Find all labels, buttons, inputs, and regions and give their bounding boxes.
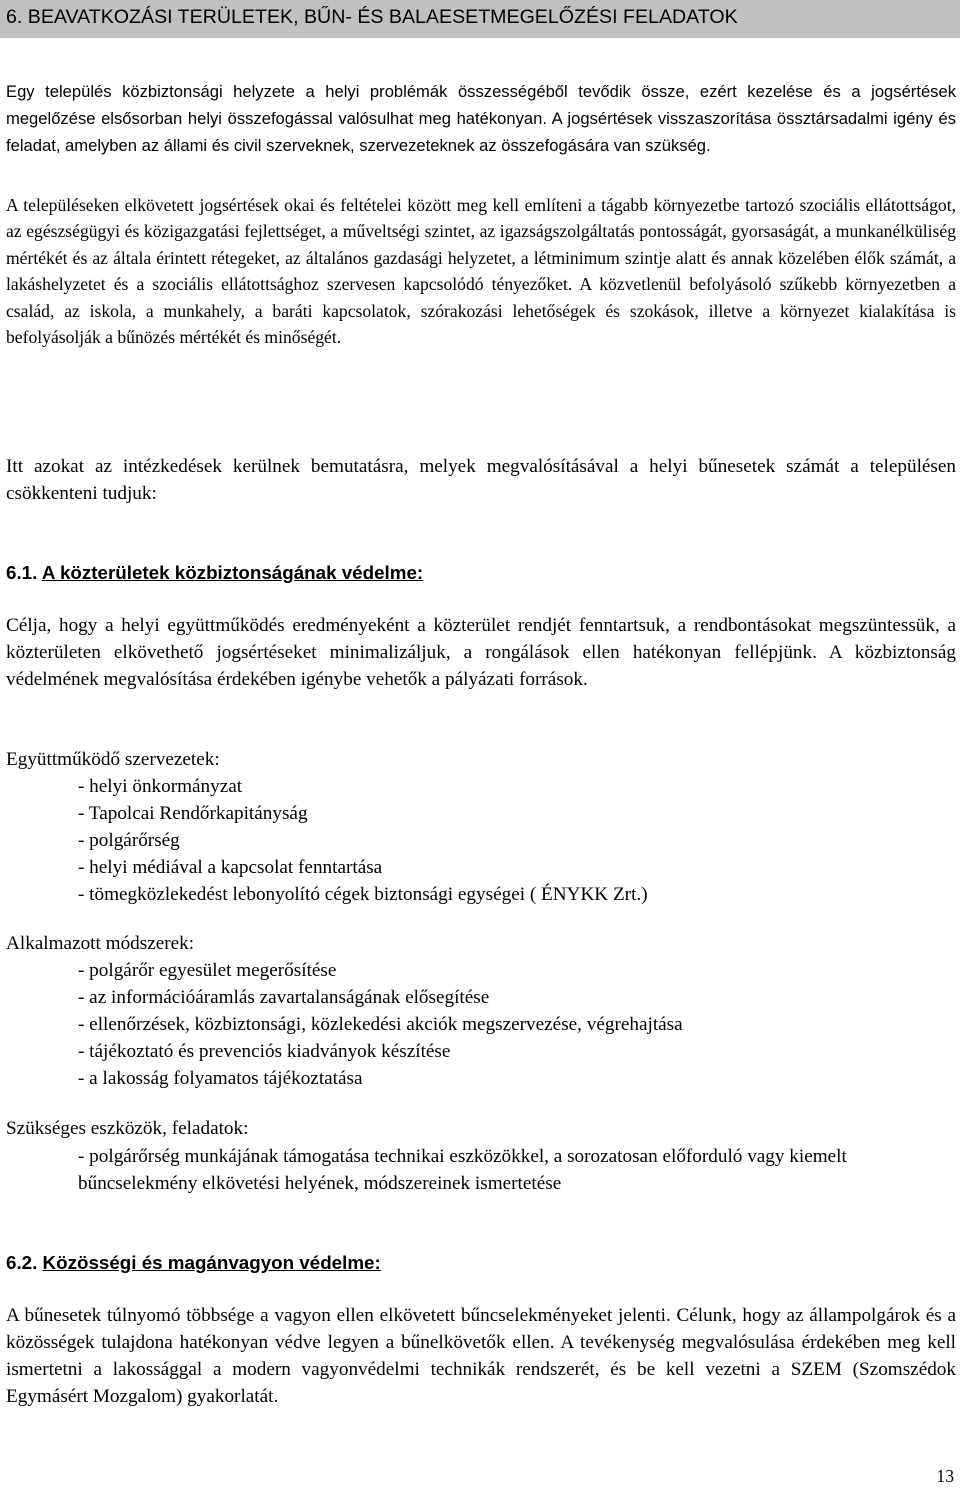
measures-paragraph: Itt azokat az intézkedések kerülnek bemutatásra, melyek megvalósításával a helyi bűnesetek számát a településen csökkenteni tudjuk:	[6, 456, 956, 504]
list-item: - Tapolcai Rendőrkapitányság	[78, 803, 308, 824]
partners-list	[78, 773, 938, 908]
tools-list	[78, 1143, 938, 1197]
section-2-title-text: Közösségi és magánvagyon védelme:	[42, 1252, 381, 1273]
causes-paragraph: A településeken elkövetett jogsértések okai és feltételei között meg kell említeni a tágabb környezetbe tartozó szociális ellátottságot, az egészségügyi és közigazgatási fejlettséget, a műveltségi szintet, az igazságszolgáltatás pontosságát, gyorsaságát, a munkanélküliség mértékét és az általa érintett rétegeket, az általános gazdasági helyzetet, a létminimum szintje alatt és annak közelében élők számát, a lakáshelyzetet és a szociális ellátottsághoz szervesen kapcsolódó tényezőket. A közvetlenül befolyásoló szűkebb környezetben a család, az iskola, a munkahely, a baráti kapcsolatok, szórakozási lehetőségek és szokások, illetve a környezet kialakítása is befolyásolják a bűnözés mértékét és minőségét.	[6, 195, 956, 348]
section-2-title	[6, 1250, 946, 1276]
section-2-body: A bűnesetek túlnyomó többsége a vagyon ellen elkövetett bűncselekményeket jelenti. Célunk, hogy az állampolgárok és a közösségek tulajdona hatékonyan védve legyen a bűnelkövetők ellen. A tevékenység megvalósulása érdekében meg kell ismertetni a lakossággal a modern vagyonvédelmi technikák rendszerét, és be kell vezetni a SZEM (Szomszédok Egymásért Mozgalom) gyakorlatát.	[6, 1305, 956, 1407]
list-item: - az információáramlás zavartalanságának elősegítése	[78, 987, 490, 1008]
tools-label: Szükséges eszközök, feladatok:	[6, 1118, 249, 1139]
section-1-goal: Célja, hogy a helyi együttműködés eredményeként a közterület rendjét fenntartsuk, a rendbontásokat megszüntessük, a közterületen elkövethető jogsértéseket minimalizáljuk, a rongálások ellen hatékonyan fellépjünk. A közbiztonság védelmének megvalósítása érdekében igénybe vehetők a pályázati források.	[6, 615, 956, 690]
list-item: - tömegközlekedést lebonyolító cégek biztonsági egységei ( ÉNYKK Zrt.)	[78, 884, 648, 905]
intro-paragraph: Egy település közbiztonsági helyzete a helyi problémák összességéből tevődik össze, ezért kezelése és a jogsértések megelőzése elsősorban helyi összefogással valósulhat meg hatékonyan. A jogsértések visszaszorítása össztársadalmi igény és feladat, amelyben az állami és civil szerveknek, szervezeteknek az összefogására van szükség.	[6, 82, 956, 155]
section-1-number: 6.1.	[6, 562, 38, 583]
list-item: - polgárőrség	[78, 830, 180, 851]
page-number: 13	[936, 1466, 954, 1486]
list-item: - helyi önkormányzat	[78, 776, 243, 797]
chapter-heading-bar	[0, 0, 960, 38]
section-1-title	[6, 560, 946, 586]
partners-label: Együttműködő szervezetek:	[6, 749, 220, 770]
list-item: - tájékoztató és prevenciós kiadványok készítése	[78, 1041, 451, 1062]
section-1-title-text: A közterületek közbiztonságának védelme:	[41, 562, 424, 583]
list-item: - polgárőrség munkájának támogatása technikai eszközökkel, a sorozatosan előforduló vagy kiemelt bűncselekmény elkövetési helyének, módszereinek ismertetése	[78, 1146, 847, 1194]
section-2-number: 6.2.	[6, 1252, 38, 1273]
chapter-heading: 6. BEAVATKOZÁSI TERÜLETEK, BŰN- ÉS BALAESETMEGELŐZÉSI FELADATOK	[6, 6, 738, 28]
methods-list	[78, 957, 938, 1092]
list-item: - a lakosság folyamatos tájékoztatása	[78, 1068, 363, 1089]
list-item: - ellenőrzések, közbiztonsági, közlekedési akciók megszervezése, végrehajtása	[78, 1014, 683, 1035]
list-item: - helyi médiával a kapcsolat fenntartása	[78, 857, 383, 878]
list-item: - polgárőr egyesület megerősítése	[78, 960, 337, 981]
methods-label: Alkalmazott módszerek:	[6, 933, 195, 954]
